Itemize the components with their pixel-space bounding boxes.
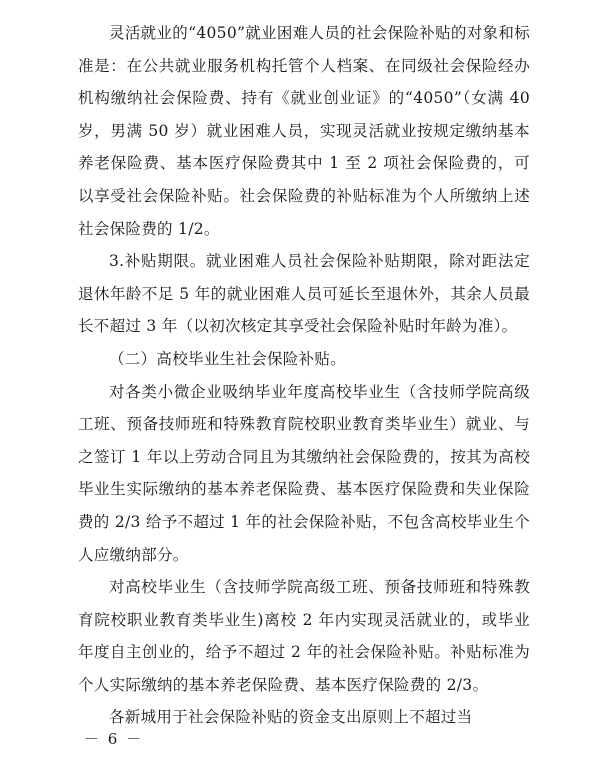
paragraph-subsidy-period: 3.补贴期限。就业困难人员社会保险补贴期限，除对距法定退休年龄不足 5 年的就业困难人员可延长至退休外，其余人员最长不超过 3 年（以初次核定其享受社会保险补贴时年龄为准）。 (78, 252, 530, 336)
paragraph-funding-principle: 各新城用于社会保险补贴的资金支出原则上不超过当 (109, 708, 473, 727)
paragraph-small-enterprise-subsidy: 对各类小微企业吸纳毕业年度高校毕业生（含技师学院高级工班、预备技师班和特殊教育院校职业教育类毕业生）就业、与之签订 1 年以上劳动合同且为其缴纳社会保险费的，按其为高校毕业生实际缴纳的基本养老保险费、基本医疗保险费和失业保险费的 2/3 给予不超过 1 年的社会保险补贴，不包含高校毕业生个人应缴纳部分。 (78, 382, 530, 564)
document-body (78, 17, 530, 734)
section-heading-graduate-subsidy: （二）高校毕业生社会保险补贴。 (109, 349, 347, 368)
page-number: － 6 － (84, 730, 144, 748)
paragraph-flexible-employment-subsidy: 灵活就业的“4050”就业困难人员的社会保险补贴的对象和标准是：在公共就业服务机构托管个人档案、在同级社会保险经办机构缴纳社会保险费、持有《就业创业证》的“4050”（女满 40 岁，男满 50 岁）就业困难人员，实现灵活就业按规定缴纳基本养老保险费、基本医疗保险费其中 1 至 2 项社会保险费的，可以享受社会保险补贴。社会保险费的补贴标准为个人所缴纳上述社会保险费的 1/2。 (78, 24, 530, 238)
paragraph-graduate-flexible-employment: 对高校毕业生（含技师学院高级工班、预备技师班和特殊教育院校职业教育类毕业生)离校 2 年内实现灵活就业的，或毕业年度自主创业的，给予不超过 2 年的社会保险补贴。补贴标准为个人实际缴纳的基本养老保险费、基本医疗保险费的 2/3。 (78, 578, 530, 694)
